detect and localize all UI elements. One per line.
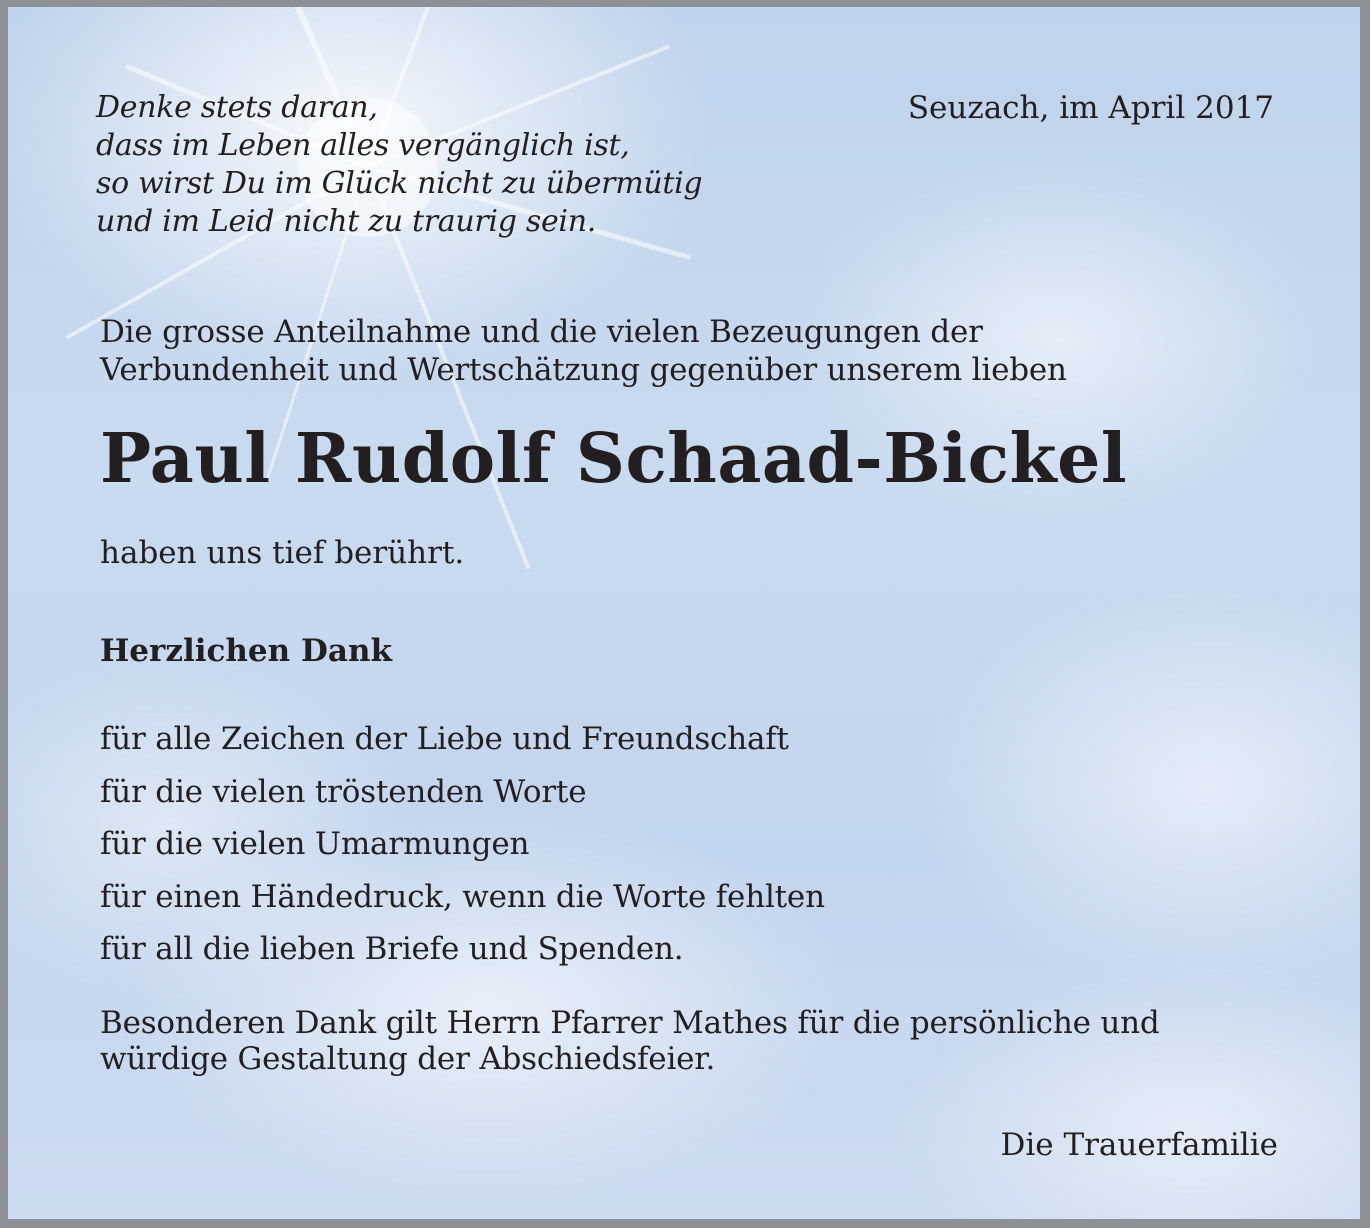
signature: Die Trauerfamilie xyxy=(1000,1127,1278,1163)
intro-line: Die grosse Anteilnahme und die vielen Bezeugungen der xyxy=(100,314,983,350)
intro-text xyxy=(100,313,1067,389)
intro-line: Verbundenheit und Wertschätzung gegenüber unserem lieben xyxy=(100,352,1067,388)
memorial-quote xyxy=(96,89,702,241)
list-item: für all die lieben Briefe und Spenden. xyxy=(100,931,684,967)
list-item: für die vielen Umarmungen xyxy=(100,826,530,862)
thanks-list xyxy=(100,713,825,976)
list-item: für die vielen tröstenden Worte xyxy=(100,773,587,810)
special-thanks-line: würdige Gestaltung der Abschiedsfeier. xyxy=(100,1041,716,1077)
quote-line: so wirst Du im Glück nicht zu übermütig xyxy=(96,166,703,201)
quote-line: und im Leid nicht zu traurig sein. xyxy=(96,204,596,239)
obituary-notice xyxy=(8,7,1360,1219)
place-date: Seuzach, im April 2017 xyxy=(907,90,1274,126)
thanks-heading: Herzlichen Dank xyxy=(100,633,392,669)
touched-text: haben uns tief berührt. xyxy=(100,535,465,571)
special-thanks-line: Besonderen Dank gilt Herrn Pfarrer Mathes für die persönliche und xyxy=(100,1005,1160,1041)
list-item: für einen Händedruck, wenn die Worte fehlten xyxy=(100,878,825,915)
list-item: für alle Zeichen der Liebe und Freundschaft xyxy=(100,721,789,757)
special-thanks xyxy=(100,1005,1160,1077)
quote-line: Denke stets daran, xyxy=(96,90,378,125)
quote-line: dass im Leben alles vergänglich ist, xyxy=(96,128,630,163)
deceased-name: Paul Rudolf Schaad-Bickel xyxy=(100,419,1128,499)
